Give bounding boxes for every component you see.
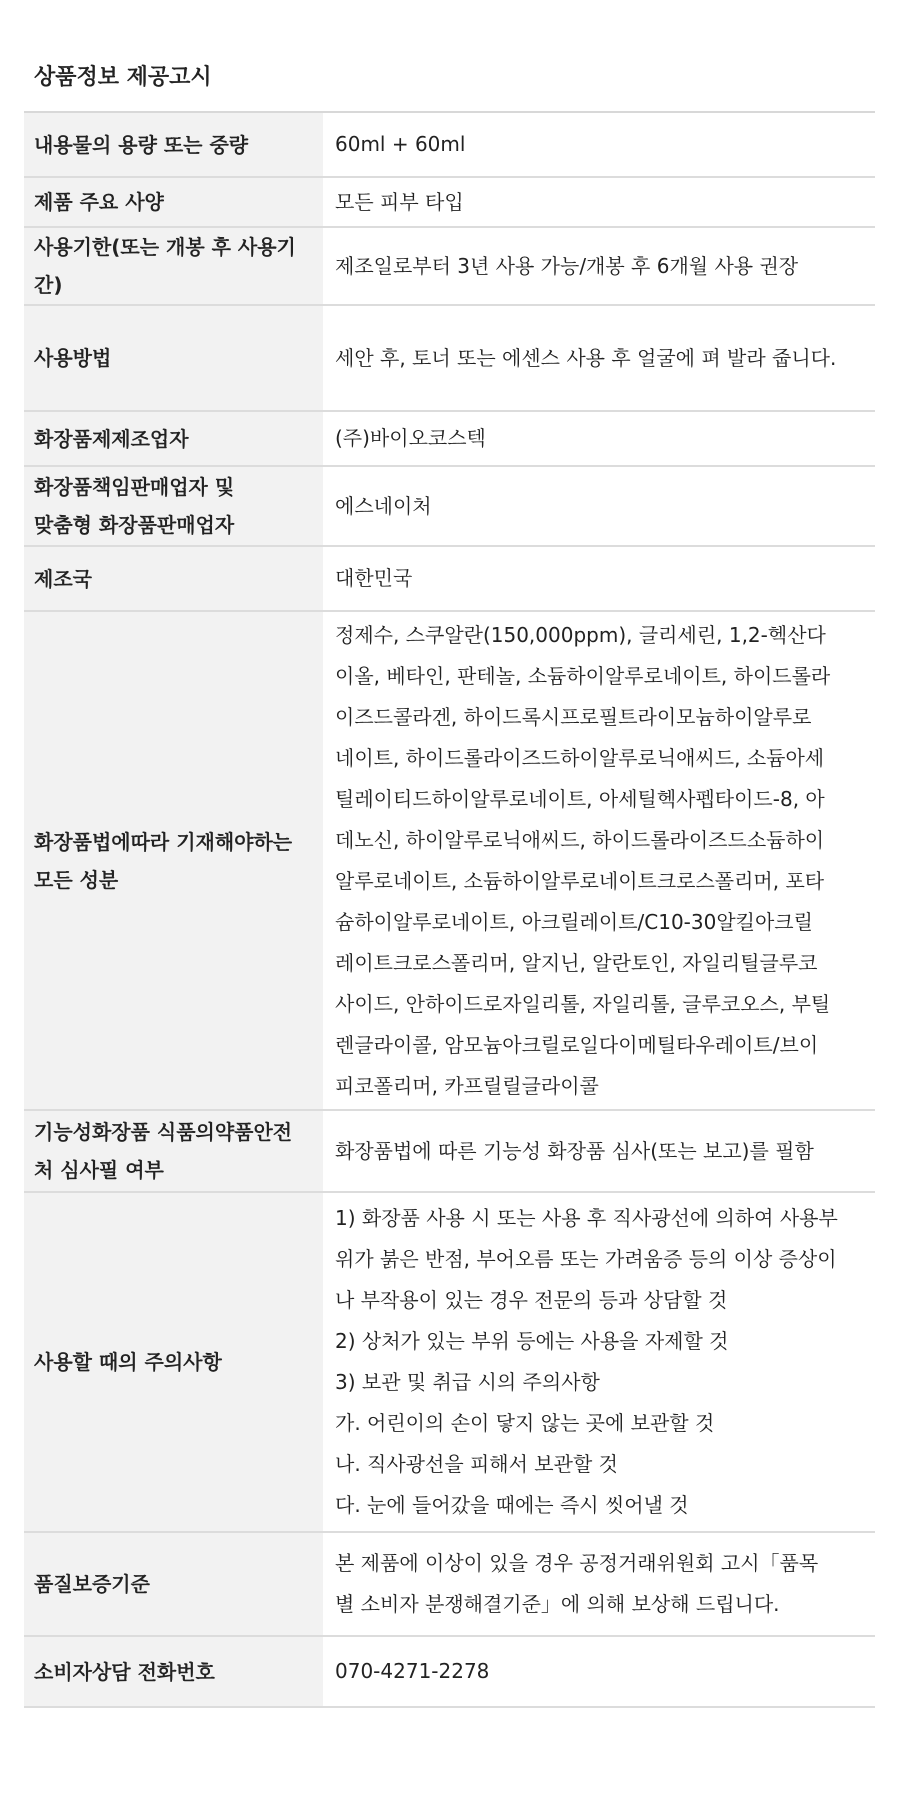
value-line: 이올, 베타인, 판테놀, 소듐하이알루로네이트, 하이드롤라 [335,663,831,688]
info-row-label: 제조국 [24,546,323,611]
info-row-value [323,1532,875,1636]
value-line: (주)바이오코스텍 [335,426,486,450]
info-row-value [323,112,875,177]
value-line: 에스네이처 [335,493,432,518]
info-row [24,466,875,546]
info-row-label: 품질보증기준 [24,1532,323,1636]
section-title: 상품정보 제공고시 [34,65,212,90]
info-row-label: 화장품제제조업자 [24,411,323,466]
info-row-label: 사용기한(또는 개봉 후 사용기간) [24,227,323,305]
value-line: 가. 어린이의 손이 닿지 않는 곳에 보관할 것 [335,1411,715,1435]
value-line: 화장품법에 따른 기능성 화장품 심사(또는 보고)를 필함 [335,1138,814,1163]
value-line: 네이트, 하이드롤라이즈드하이알루로닉애씨드, 소듐아세 [335,745,825,770]
value-line: 세안 후, 토너 또는 에센스 사용 후 얼굴에 펴 발라 줍니다. [335,345,837,370]
value-line: 이즈드콜라겐, 하이드록시프로필트라이모늄하이알루로 [335,704,812,729]
value-line: 피코폴리머, 카프릴릴글라이콜 [335,1073,599,1098]
info-row-label: 사용할 때의 주의사항 [24,1192,323,1532]
value-line: 1) 화장품 사용 시 또는 사용 후 직사광선에 의하여 사용부 [335,1206,838,1230]
value-line: 정제수, 스쿠알란(150,000ppm), 글리세린, 1,2-헥산다 [335,622,826,647]
info-row-value [323,411,875,466]
info-row-value [323,305,875,411]
value-line: 위가 붉은 반점, 부어오름 또는 가려움증 등의 이상 증상이 [335,1247,837,1271]
value-line: 2) 상처가 있는 부위 등에는 사용을 자제할 것 [335,1329,729,1353]
value-line: 60ml + 60ml [335,132,466,156]
label-line: 맞춤형 화장품판매업자 [34,513,235,537]
info-row [24,546,875,611]
info-row-label: 내용물의 용량 또는 중량 [24,112,323,177]
label-line: 처 심사필 여부 [34,1158,164,1182]
label-line: 화장품법에따라 기재해야하는 [34,829,293,854]
info-row-value [323,177,875,227]
info-row [24,177,875,227]
label-line: 화장품책임판매업자 및 [34,475,235,499]
info-row [24,1532,875,1636]
info-row [24,1110,875,1192]
value-line: 나. 직사광선을 피해서 보관할 것 [335,1452,618,1476]
info-row-label: 소비자상담 전화번호 [24,1636,323,1707]
info-row-value [323,1192,875,1532]
info-row-value [323,1636,875,1707]
value-line: 본 제품에 이상이 있을 경우 공정거래위원회 고시「품목 [335,1551,819,1575]
value-line: 070-4271-2278 [335,1659,490,1683]
value-line: 렌글라이콜, 암모늄아크릴로일다이메틸타우레이트/브이 [335,1032,819,1057]
value-line: 3) 보관 및 취급 시의 주의사항 [335,1370,600,1394]
info-row [24,411,875,466]
label-line: 모든 성분 [34,867,119,892]
value-line: 제조일로부터 3년 사용 가능/개봉 후 6개월 사용 권장 [335,253,799,278]
info-row-value [323,611,875,1110]
value-line: 모든 피부 타입 [335,189,464,214]
value-line: 데노신, 하이알루로닉애씨드, 하이드롤라이즈드소듐하이 [335,827,825,852]
info-row-label [24,1110,323,1192]
label-line: 기능성화장품 식품의약품안전 [34,1120,293,1144]
value-line: 나 부작용이 있는 경우 전문의 등과 상담할 것 [335,1288,728,1312]
value-line: 틸레이티드하이알루로네이트, 아세틸헥사펩타이드-8, 아 [335,786,825,811]
value-line: 다. 눈에 들어갔을 때에는 즉시 씻어낼 것 [335,1493,689,1517]
product-info-table [24,111,875,1708]
info-row-value [323,466,875,546]
value-line: 레이트크로스폴리머, 알지닌, 알란토인, 자일리틸글루코 [335,950,818,975]
info-row [24,1192,875,1532]
info-row-value [323,1110,875,1192]
value-line: 별 소비자 분쟁해결기준」에 의해 보상해 드립니다. [335,1592,780,1616]
info-row-label: 사용방법 [24,305,323,411]
value-line: 사이드, 안하이드로자일리톨, 자일리톨, 글루코오스, 부틸 [335,991,831,1016]
value-line: 대한민국 [335,566,413,590]
info-row-value [323,546,875,611]
value-line: 알루로네이트, 소듐하이알루로네이트크로스폴리머, 포타 [335,868,825,893]
info-row [24,1636,875,1707]
info-row [24,227,875,305]
info-row [24,611,875,1110]
info-row [24,112,875,177]
value-line: 슘하이알루로네이트, 아크릴레이트/C10-30알킬아크릴 [335,909,813,934]
info-row-label: 제품 주요 사양 [24,177,323,227]
info-row-label [24,466,323,546]
info-row-label [24,611,323,1110]
info-row [24,305,875,411]
info-row-value [323,227,875,305]
